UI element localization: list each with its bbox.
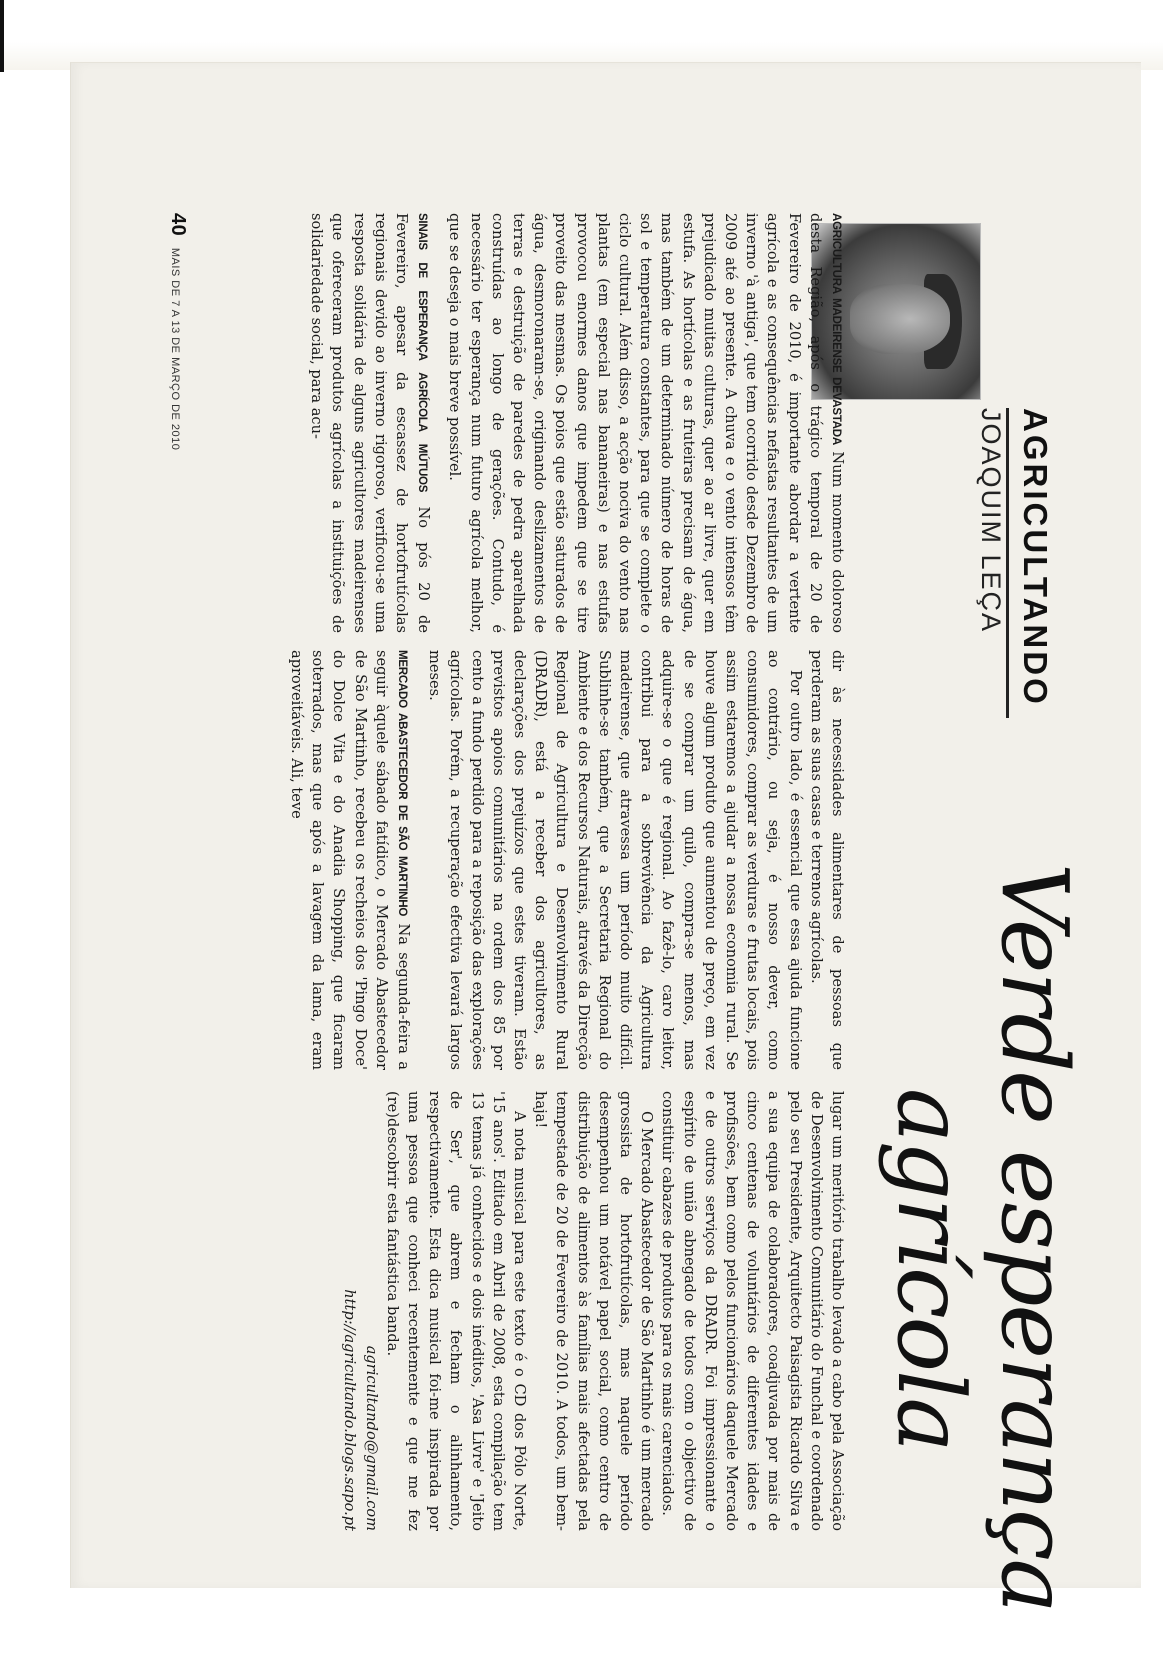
- page-footer: [166, 213, 189, 913]
- scan-background: [0, 0, 1163, 70]
- paragraph: lugar um meritório trabalho levado a cabo pela Associação de Desenvolvimento Comunitário do Funchal e coordenado pelo seu Presidente, Arquitecto Paisagista Ricardo Silva e a sua equipa de colaboradores, coadjuvada por mais de cinco centenas de voluntários de diferentes idades e profissões, bem como pelos funcionários daquele Mercado e de outros serviços da DRADR. Foi impressionante o espírito de união abnegado de todos com o objectivo de constituir cabazes de produtos para os mais carenciados.: [659, 1091, 846, 1531]
- headline-line-1: Verde esperança: [981, 863, 1088, 1612]
- scan-corner-mark: [0, 0, 4, 72]
- paragraph-text: Na segunda-feira a seguir àquele sábado fatídico, o Mercado Abastecedor de São Martinho, recebeu os recheios dos 'Pingo Doce' do Dolce Vita e do Anadia Shopping, que ficaram soterrados, mas que após a lavagem da lama, eram aproveitáveis. Ali, teve: [287, 650, 412, 1070]
- subhead: AGRICULTURA MADEIRENSE DEVASTADA: [830, 213, 843, 445]
- paragraph-text: No pós 20 de Fevereiro, apesar da escassez de hortofrutícolas regionais devido ao inverno rigoroso, verificou-se uma resposta solidária de alguns agricultores madeirenses que ofereceram produtos agrícolas a instituições de solidariedade social, para acu-: [308, 213, 433, 633]
- paragraph: [306, 213, 434, 633]
- paragraph: [444, 213, 848, 633]
- author-photo-face: [850, 284, 950, 354]
- headline: [878, 863, 1086, 1663]
- blog-signature: http://agricultando.blogs.sapo.pt: [341, 1289, 359, 1531]
- subhead: SINAIS DE ESPERANÇA AGRÍCOLA MÚTUOS: [416, 213, 430, 493]
- email-signature: agricultando@gmail.com: [362, 1345, 380, 1531]
- title-rule: [1006, 408, 1009, 718]
- rotated-article: [71, 63, 1163, 1663]
- paragraph: [286, 650, 414, 1070]
- issue-date: MAIS DE 7 A 13 DE MARÇO DE 2010: [169, 247, 181, 451]
- page-number: 40: [167, 213, 189, 237]
- author-name: JOAQUIM LEÇA: [976, 408, 1006, 634]
- article-column-2: [203, 650, 848, 1070]
- newspaper-page: [70, 62, 1141, 1612]
- headline-line-2: agrícola: [877, 1088, 984, 1451]
- paragraph-text: Num momento doloroso desta Região, após o trágico temporal de 20 de Fevereiro de 2010, é importante abordar a vertente agrícola e as consequências nefastas resultantes de um inverno 'à antiga', que tem ocorrido desde Dezembro de 2009 até ao presente. A chuva e o vento intensos têm prejudicado muitas culturas, quer ao ar livre, quer em estufa. As hortícolas e as fruteiras precisam de água, mas também de um determinado número de horas de sol e temperatura constantes, para que se complete o ciclo cultural. Além disso, a acção nociva do vento nas plantas (em especial nas bananeiras) e nas estufas provocou enormes danos que impedem que se tire proveito das mesmas. Os poios que estão saturados de água, desmoronaram-se, originando deslizamentos de terras e destruição de paredes de pedra aparelhada construídas ao longo de gerações. Contudo, é necessário ter esperança num futuro agrícola melhor, que se deseja o mais breve possível.: [446, 213, 846, 633]
- subhead: MERCADO ABASTECEDOR DE SÃO MARTINHO: [395, 650, 409, 917]
- paragraph: Por outro lado, é essencial que essa ajuda funcione ao contrário, ou seja, é nosso dever, como consumidores, comprar as verduras e frutas locais, pois assim estaremos a ajudar a nossa economia rural. Se houve algum produto que aumentou de preço, em vez de se comprar um quilo, compra-se menos, mas adquire-se o que é regional. Ao fazê-lo, caro leitor, contribui para a sobrevivência da Agricultura madeirense, que atravessa um período muito difícil. Sublinhe-se também, que a Secretaria Regional do Ambiente e dos Recursos Naturais, através da Direcção Regional de Agricultura e Desenvolvimento Rural (DRADR), está a receber dos agricultores, as declarações dos prejuízos que estes tiveram. Estão previstos apoios comunitários na ordem dos 85 por cento a fundo perdido para a reposição das explorações agrícolas. Porém, a recuperação efectiva levará largos meses.: [426, 650, 804, 1070]
- section-title: AGRICULTANDO: [1017, 408, 1054, 707]
- article-column-3: [203, 1091, 848, 1531]
- article-column-1: [203, 213, 848, 633]
- paragraph: dir às necessidades alimentares de pessoas que perderam as suas casas e terrenos agrícolas.: [807, 650, 846, 1070]
- paragraph: O Mercado Abastecedor de São Martinho é um mercado grossista de hortofrutícolas, mas naquele período desempenhou um notável papel social, como centro de distribuição de alimentos às famílias mais afectadas pela tempestade de 20 de Fevereiro de 2010. A todos, um bem-haja!: [532, 1091, 656, 1531]
- paragraph: A nota musical para este texto é o CD dos Pólo Norte, '15 anos'. Editado em Abril de 2008, esta compilação tem 13 temas já conhecidos e dois inéditos, 'Asa Livre' e 'Jeito de Ser', que abrem e fecham o alinhamento, respectivamente. Esta dica musical foi-me inspirada por uma pessoa que conheci recentemente e que me fez (re)descobrir esta fantástica banda.: [383, 1091, 528, 1531]
